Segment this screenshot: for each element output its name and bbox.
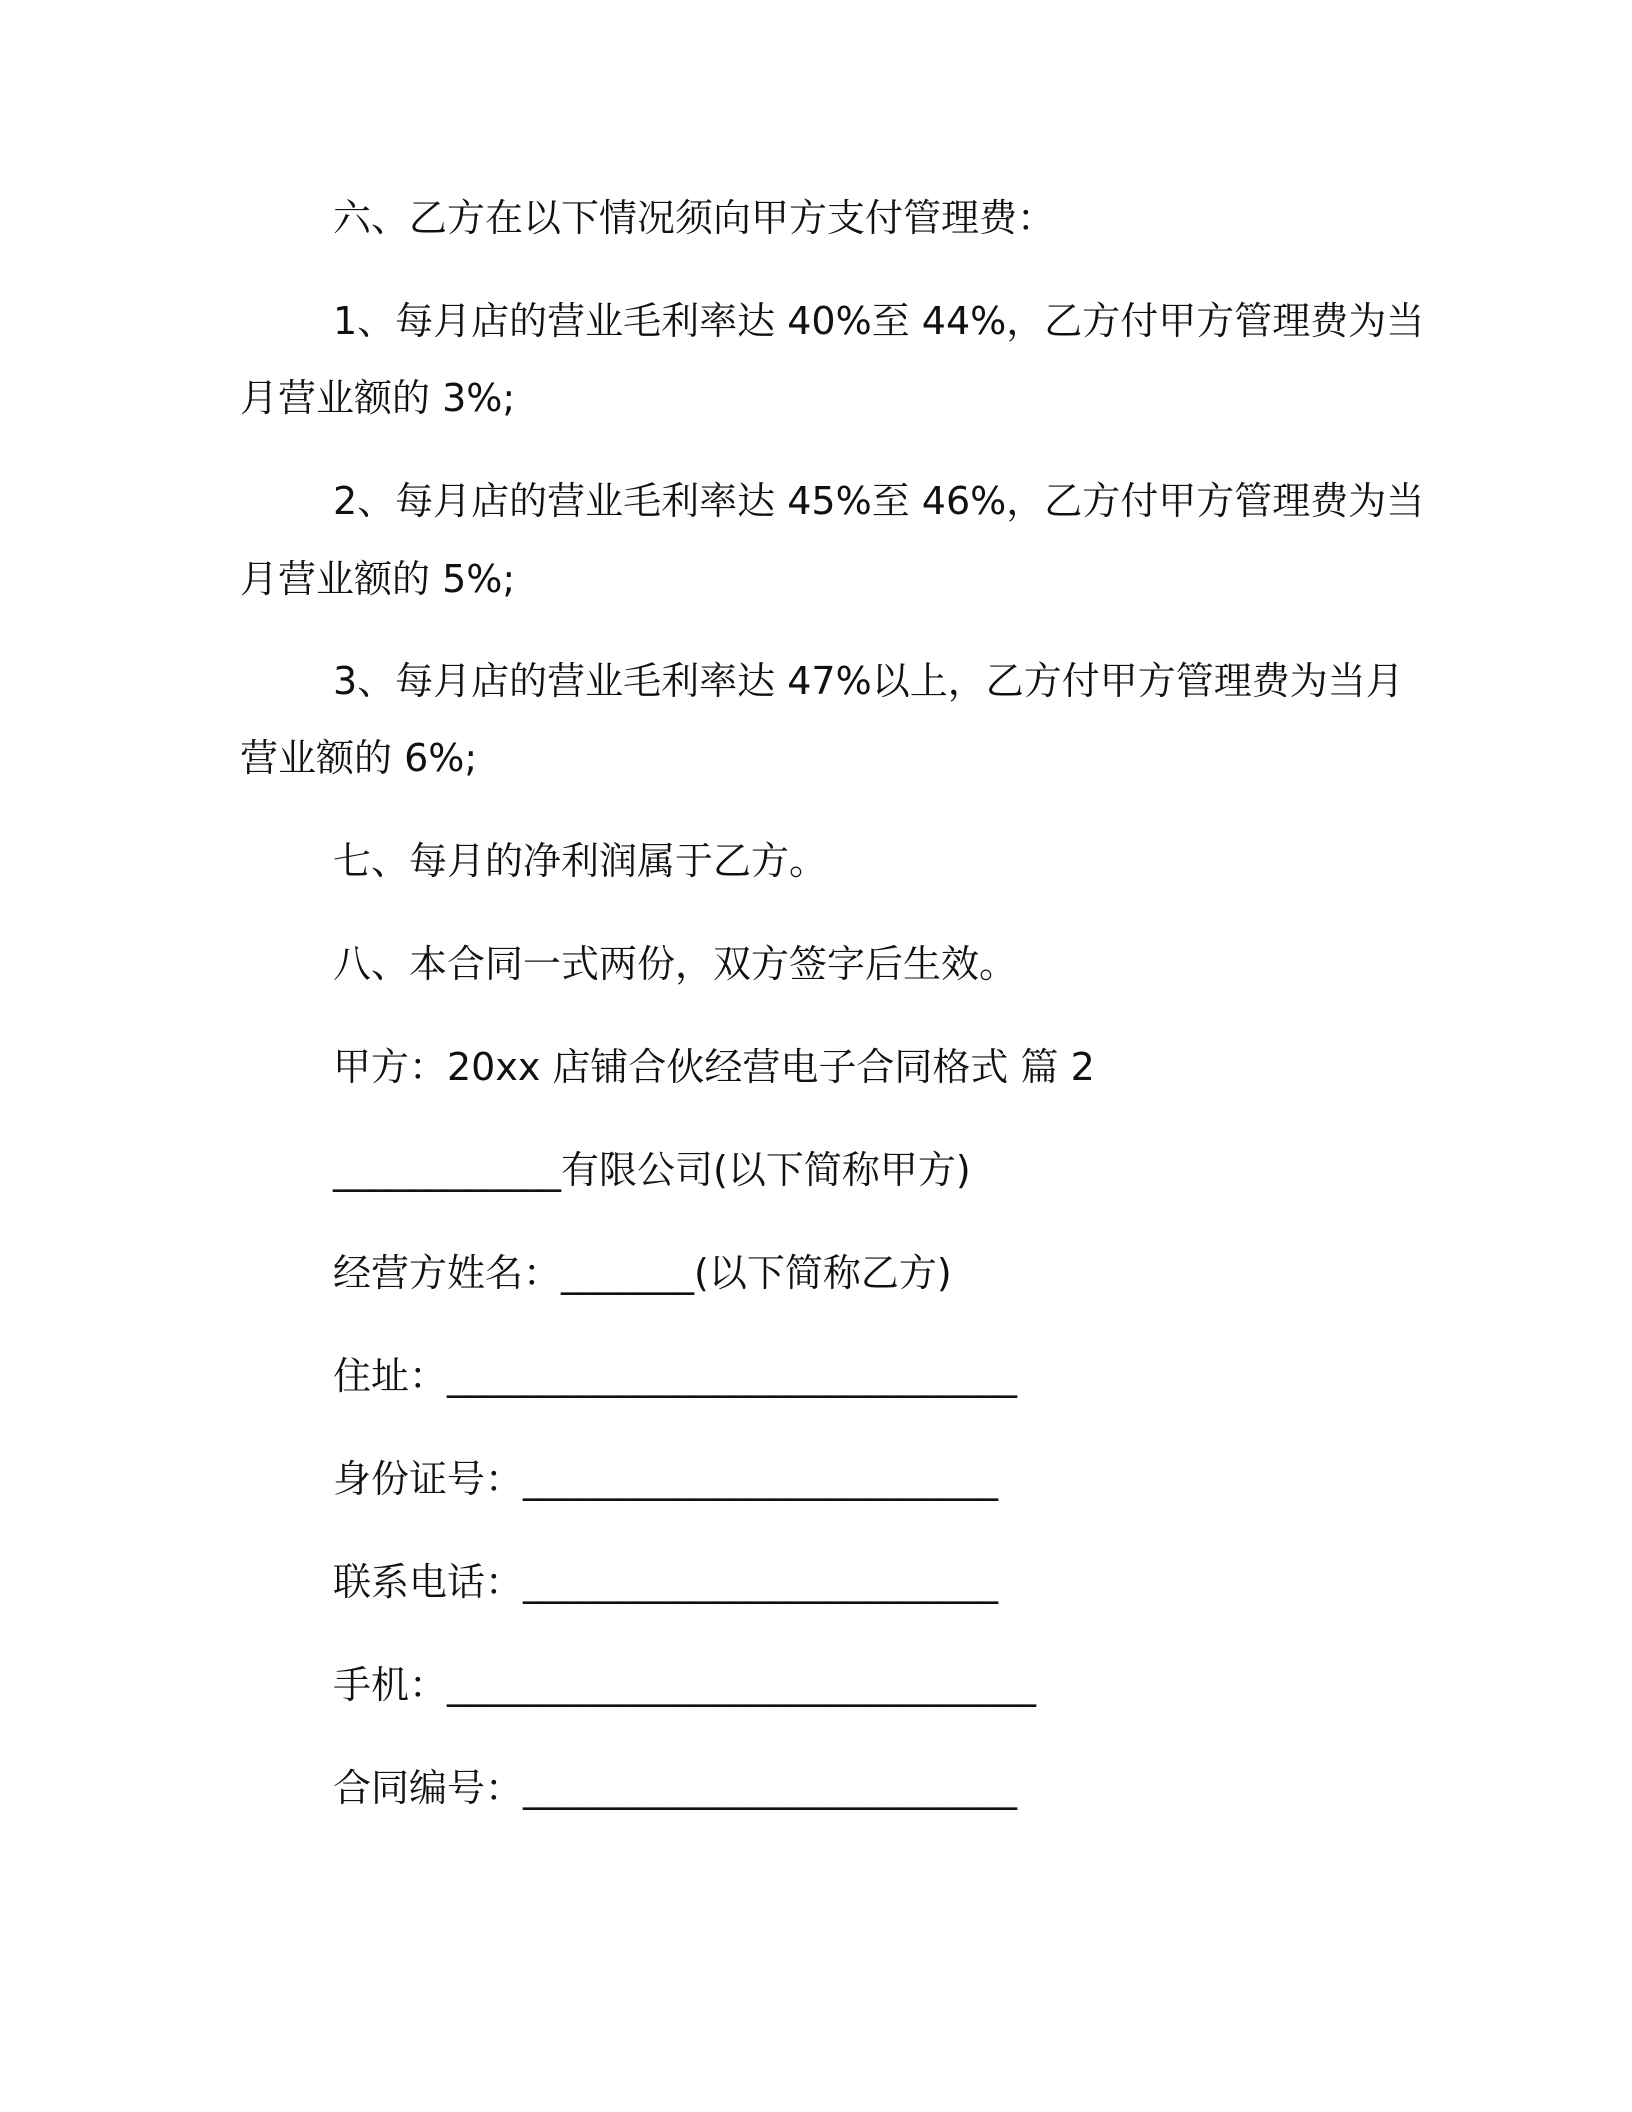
section-6-item-3-line-2: 营业额的 6%; [240,736,478,780]
company-field: ____________有限公司(以下简称甲方) [333,1148,971,1192]
address-field: 住址：______________________________ [333,1354,1018,1398]
operator-name-field: 经营方姓名：_______(以下简称乙方) [333,1251,952,1295]
section-6-item-1-line-1: 1、每月店的营业毛利率达 40%至 44%，乙方付甲方管理费为当 [333,299,1425,343]
phone-field: 联系电话：_________________________ [333,1560,999,1604]
mobile-field: 手机：_______________________________ [333,1663,1037,1707]
section-6-item-3-line-1: 3、每月店的营业毛利率达 47%以上，乙方付甲方管理费为当月 [333,659,1404,703]
section-6-item-2-line-2: 月营业额的 5%; [240,557,516,601]
section-6-heading: 六、乙方在以下情况须向甲方支付管理费： [333,196,1056,240]
section-8: 八、本合同一式两份，双方签字后生效。 [333,942,1018,986]
section-7: 七、每月的净利润属于乙方。 [333,839,828,883]
party-a-title: 甲方：20xx 店铺合伙经营电子合同格式 篇 2 [333,1045,1095,1089]
contract-number-field: 合同编号：__________________________ [333,1766,1018,1810]
id-number-field: 身份证号：_________________________ [333,1457,999,1501]
section-6-item-1-line-2: 月营业额的 3%; [240,376,516,420]
section-6-item-2-line-1: 2、每月店的营业毛利率达 45%至 46%，乙方付甲方管理费为当 [333,479,1425,523]
